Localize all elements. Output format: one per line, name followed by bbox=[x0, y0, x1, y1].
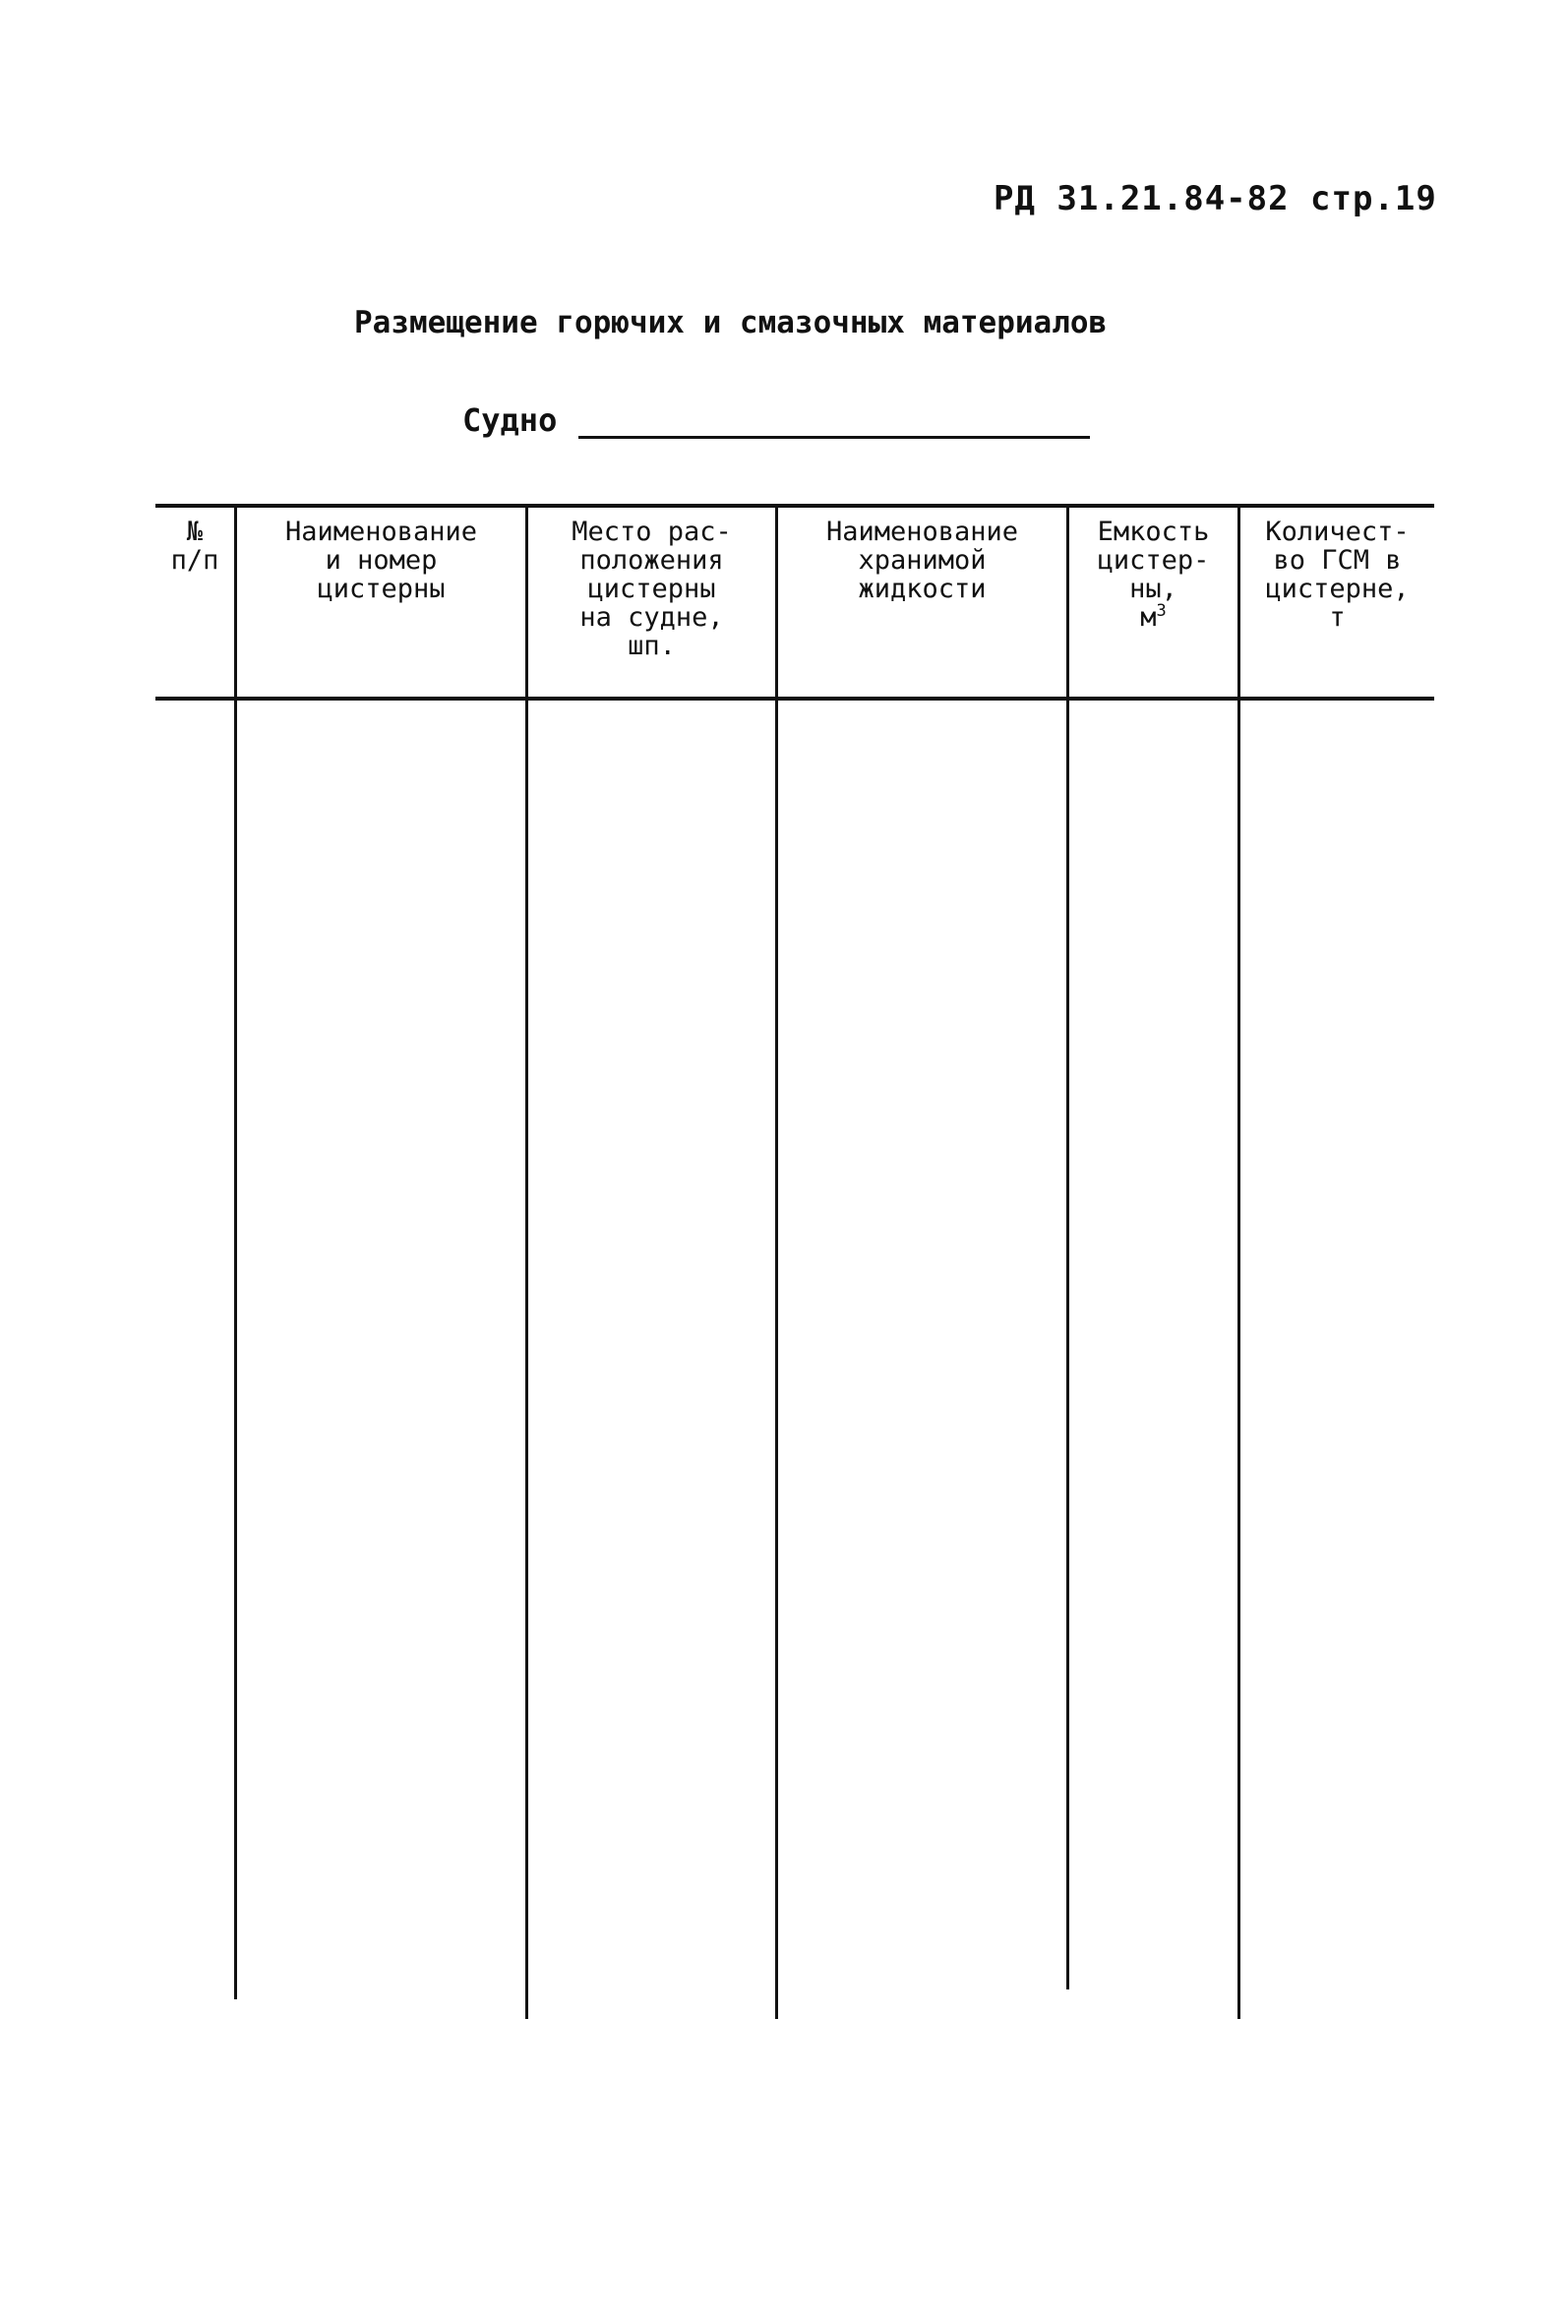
document-reference: РД 31.21.84-82 стр.19 bbox=[994, 179, 1437, 218]
column-header-liquid-text: Наименование хранимой жидкости bbox=[825, 518, 1019, 604]
column-header-location bbox=[528, 518, 775, 693]
column-divider-5 bbox=[1237, 504, 1240, 2019]
column-header-capacity-label: Емкость цистер- ны, м bbox=[1097, 518, 1210, 633]
column-header-quantity-text: Количест- во ГСМ в цистерне, т bbox=[1265, 518, 1410, 633]
column-header-quantity bbox=[1240, 518, 1434, 693]
vessel-label: Судно bbox=[462, 401, 558, 439]
table-top-rule bbox=[155, 504, 1434, 508]
column-header-tank-name bbox=[237, 518, 525, 693]
column-header-liquid bbox=[778, 518, 1066, 693]
column-divider-4 bbox=[1066, 504, 1069, 1989]
column-header-number-text: № п/п bbox=[170, 518, 219, 576]
fuel-placement-table bbox=[155, 504, 1434, 2019]
column-header-tank-name-text: Наименование и номер цистерны bbox=[284, 518, 478, 604]
column-header-capacity bbox=[1069, 518, 1237, 693]
column-divider-3 bbox=[775, 504, 778, 2019]
column-divider-2 bbox=[525, 504, 528, 2019]
page-title: Размещение горючих и смазочных материалов bbox=[354, 305, 1108, 340]
vessel-field bbox=[462, 401, 1131, 439]
column-header-location-text: Место рас- положения цистерны на судне, шп. bbox=[572, 518, 732, 661]
column-header-number bbox=[155, 518, 234, 693]
column-header-capacity-text bbox=[1098, 518, 1210, 632]
unit-exponent: 3 bbox=[1156, 601, 1167, 621]
column-divider-1 bbox=[234, 504, 237, 1999]
vessel-blank-line[interactable] bbox=[578, 406, 1090, 439]
table-header-rule bbox=[155, 697, 1434, 701]
